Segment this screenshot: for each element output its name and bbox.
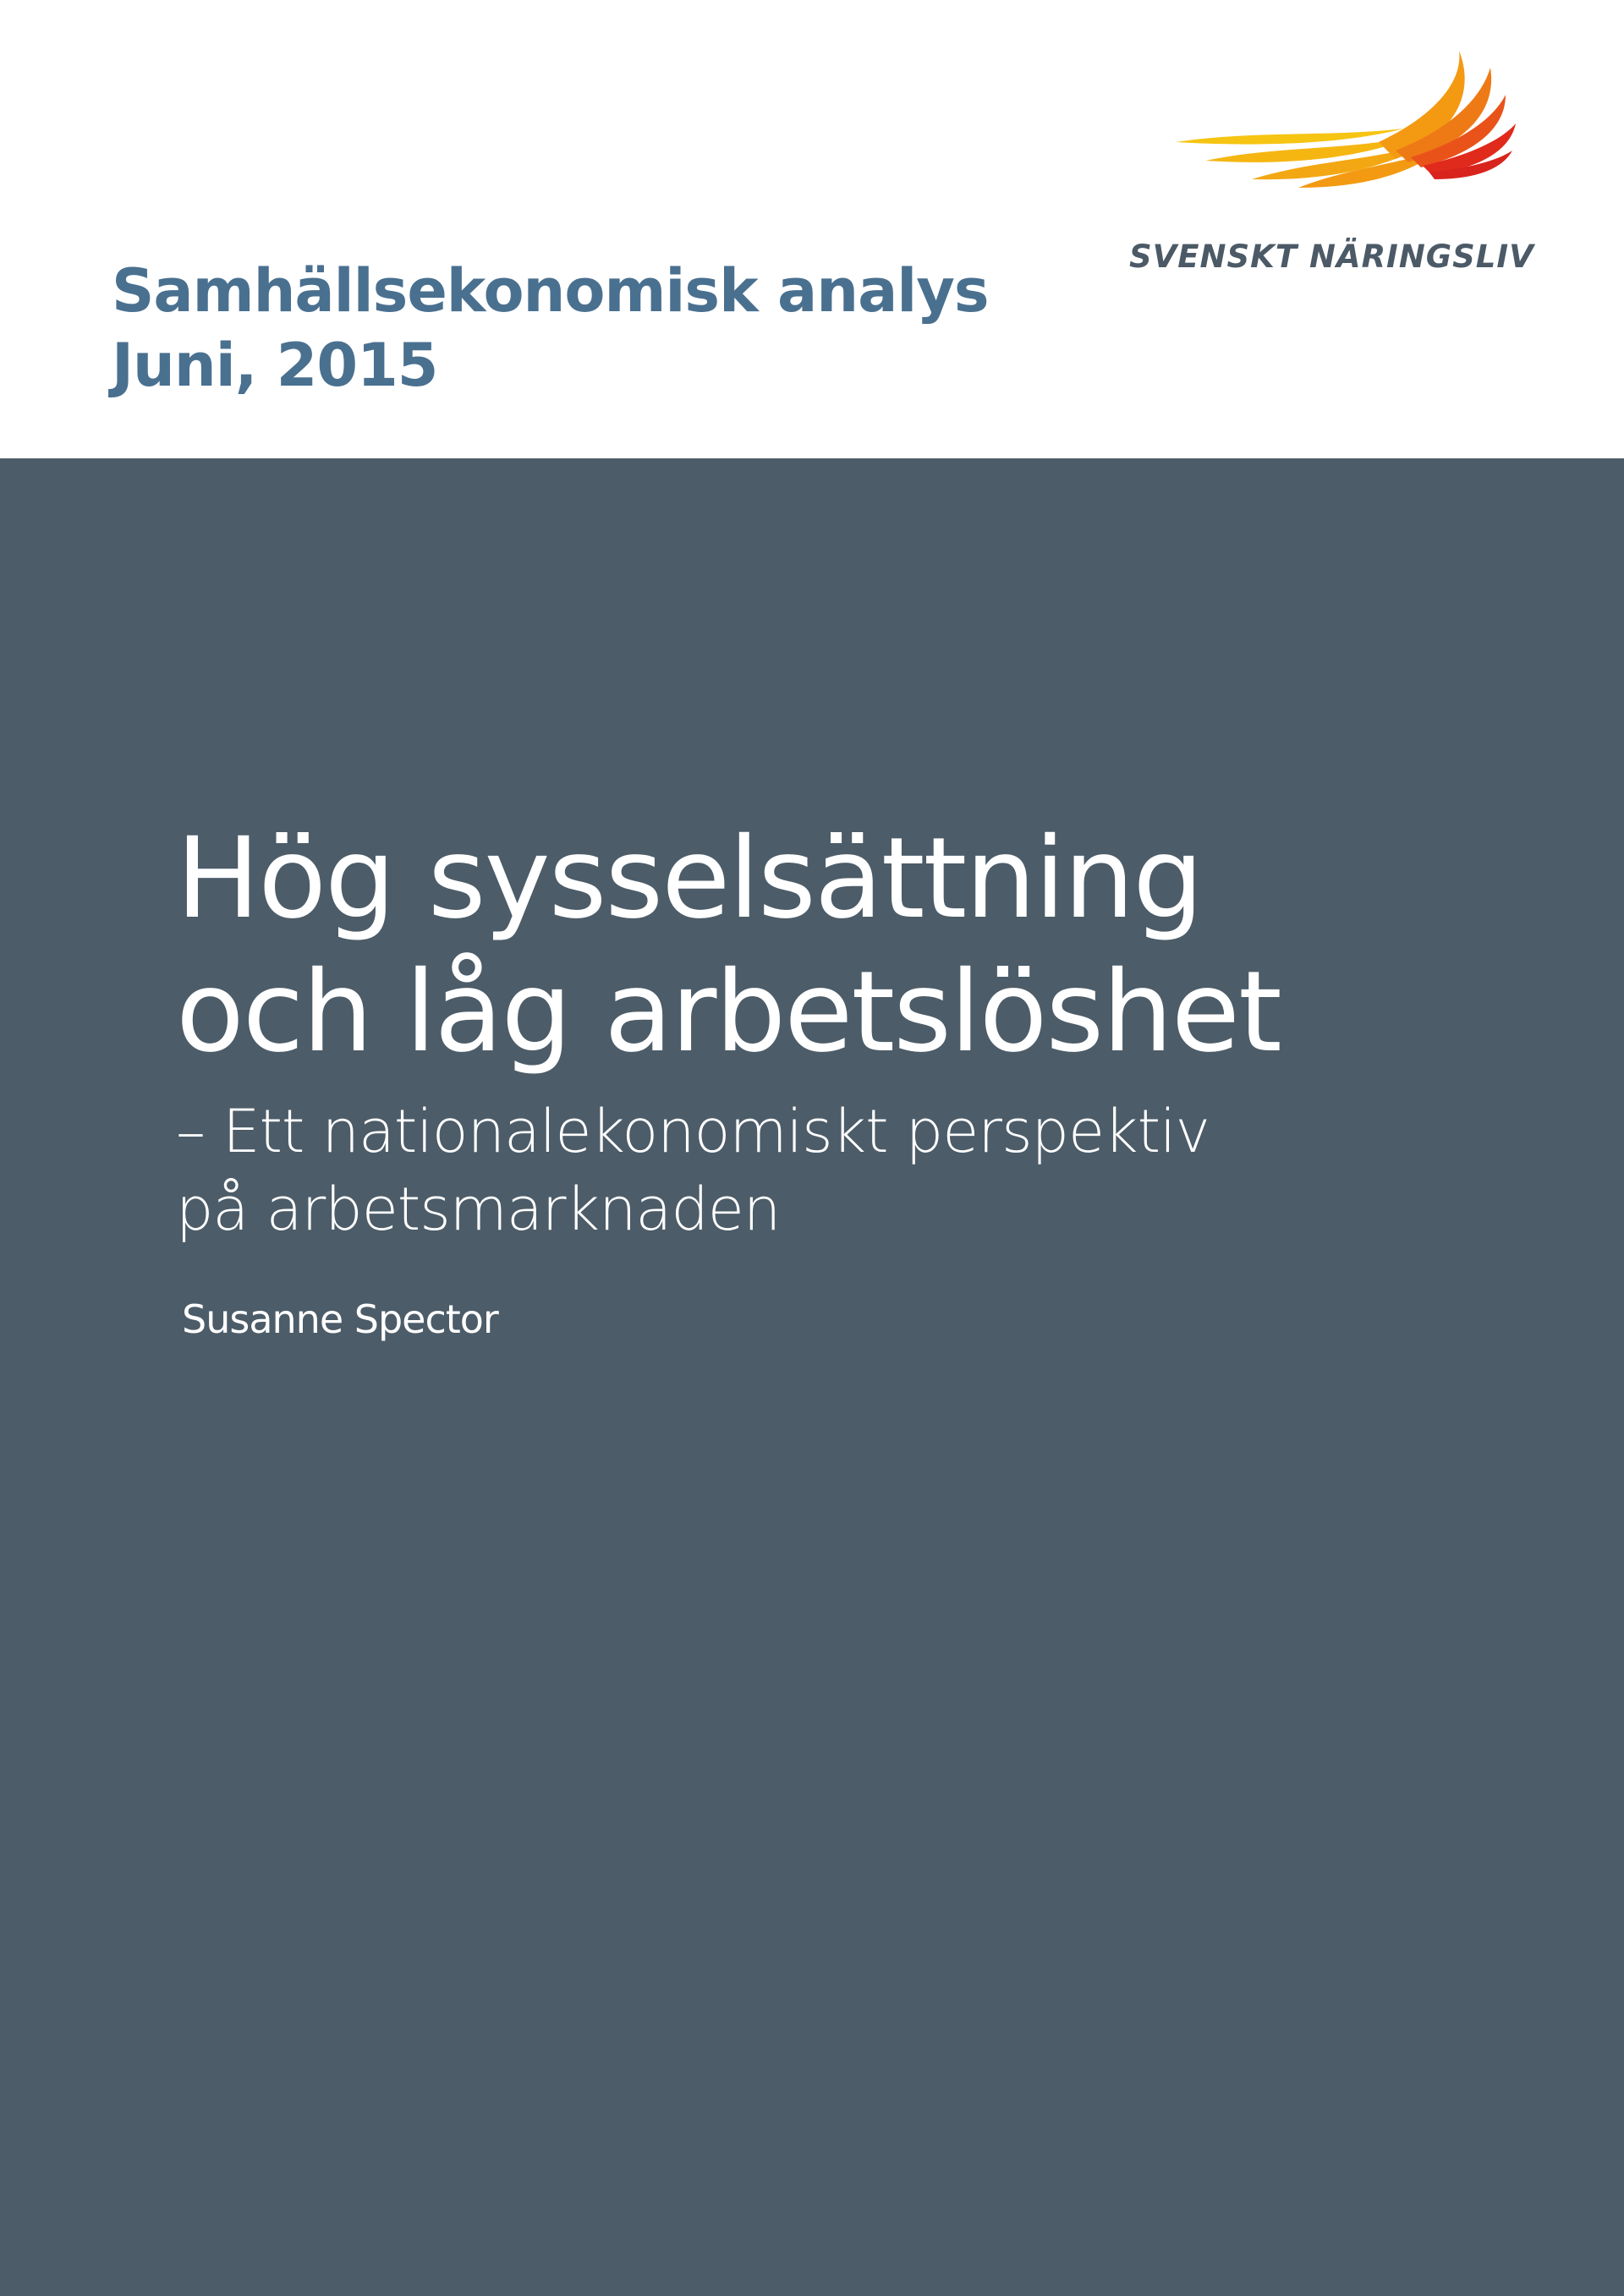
- title-line-2: och låg arbetslöshet: [176, 947, 1281, 1077]
- report-title: [176, 812, 1281, 1079]
- wing-logo-icon: [1125, 42, 1522, 237]
- logo-wordmark: SVENSKT NÄRINGSLIV: [1129, 238, 1534, 275]
- title-line-1: Hög sysselsättning: [176, 814, 1203, 944]
- subtitle-line-2: på arbetsmarknaden: [176, 1175, 781, 1244]
- subtitle-line-1: – Ett nationalekonomiskt perspektiv: [176, 1097, 1210, 1166]
- author-name: Susanne Spector: [182, 1296, 498, 1342]
- page-header: [0, 0, 1624, 458]
- series-heading: [112, 254, 989, 403]
- svenskt-naringsliv-logo: [1125, 42, 1534, 275]
- report-subtitle: [176, 1093, 1210, 1248]
- cover-panel: [0, 458, 1624, 2296]
- series-title: Samhällsekonomisk analys: [112, 256, 989, 326]
- publication-date: Juni, 2015: [112, 331, 438, 400]
